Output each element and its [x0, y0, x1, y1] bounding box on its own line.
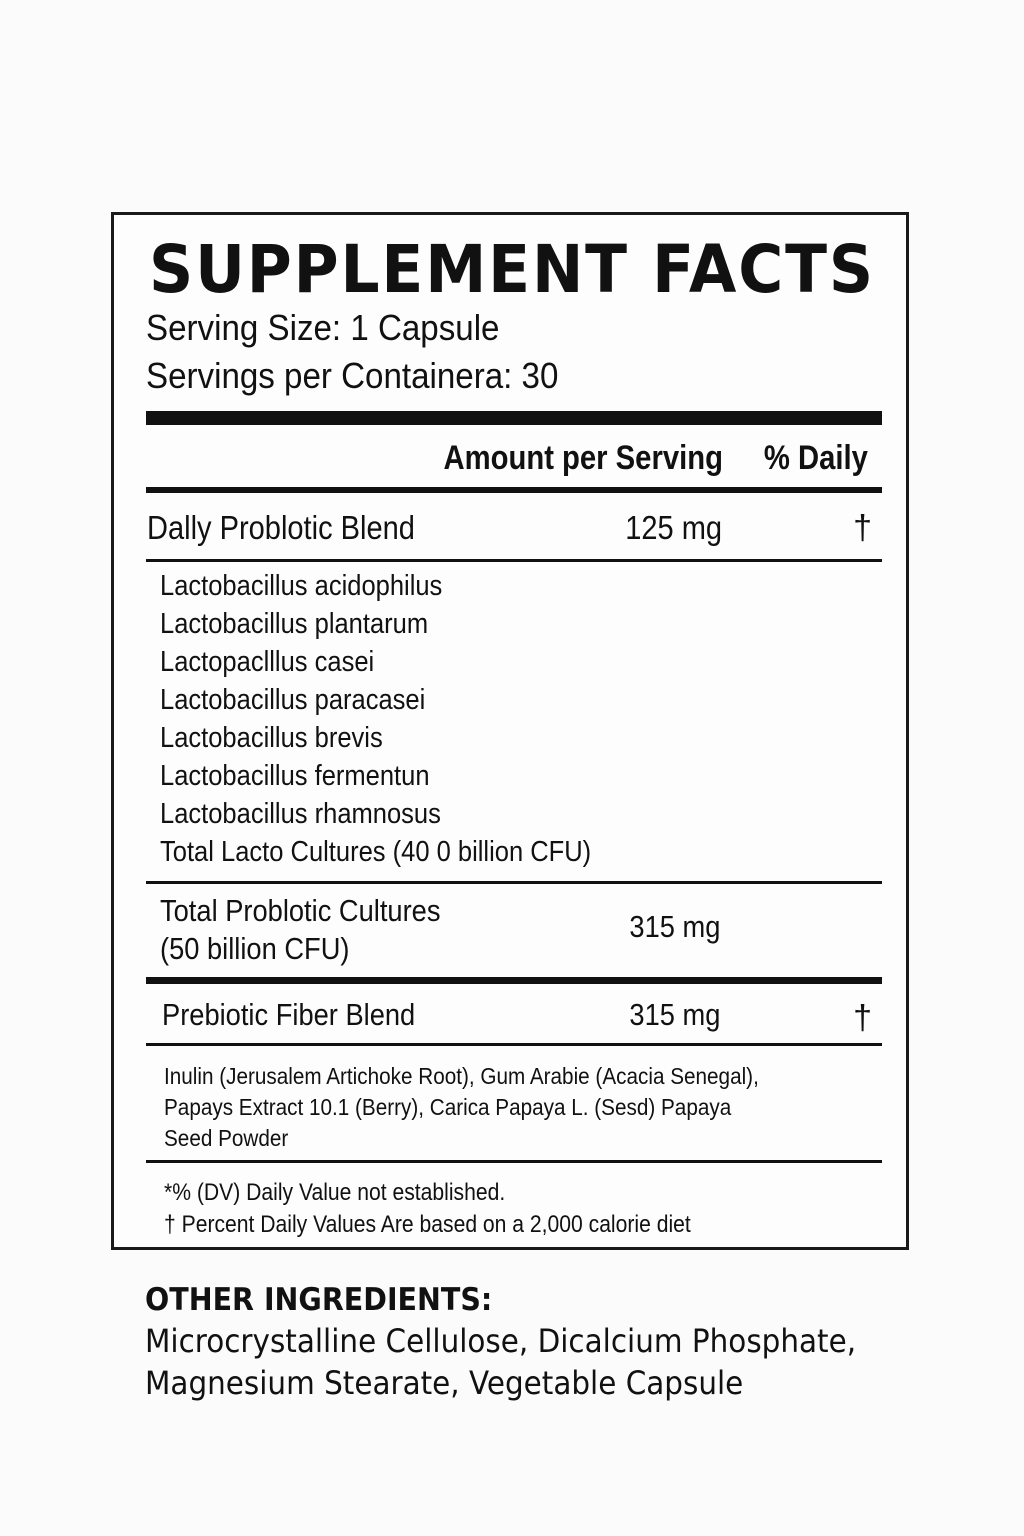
list-item: Lactobacillus plantarum: [160, 608, 429, 640]
list-item: Lactobacillus fermentun: [160, 760, 430, 792]
servings-per-container: Servings per Containera: 30: [146, 355, 559, 396]
divider: [146, 881, 882, 884]
thick-divider: [146, 411, 882, 425]
prebiotic-fiber-blend-dagger: †: [853, 999, 872, 1037]
serving-size: Serving Size: 1 Capsule: [146, 307, 500, 348]
percent-daily-note: † Percent Daily Values Are based on a 2,000 calorie diet: [164, 1211, 691, 1238]
daily-probiotic-blend-dagger: †: [853, 509, 872, 547]
list-item: Lactoрaclllus casei: [160, 646, 375, 678]
prebiotic-fiber-blend-name: Prebiotic Fiber Blend: [162, 997, 416, 1032]
daily-probiotic-blend-amount: 125 mg: [625, 509, 722, 546]
list-item: Lactobacillus acidophilus: [160, 570, 443, 602]
list-item: Lactobacillus paracasei: [160, 684, 426, 716]
header-percent-daily: % Daily: [763, 439, 868, 477]
other-ingredients-text: [145, 1320, 856, 1404]
panel-title: SUPPLEMENT FACTS: [149, 231, 875, 308]
divider: [146, 559, 882, 562]
divider: [146, 977, 882, 984]
daily-value-note: *% (DV) Daily Value not established.: [164, 1179, 506, 1206]
list-item: Lactobacillus rhamnosus: [160, 798, 441, 830]
total-probiotic-name-line2: (50 billion CFU): [160, 931, 350, 966]
prebiotic-fiber-blend-amount: 315 mg: [629, 997, 720, 1032]
divider: [146, 1043, 882, 1046]
total-probiotic-amount: 315 mg: [629, 909, 720, 944]
divider: [146, 487, 882, 493]
supplement-facts-panel: [111, 212, 909, 1250]
header-amount-per-serving: Amount per Serving: [443, 439, 723, 477]
daily-probiotic-blend-name: Dally Problotic Blend: [147, 509, 415, 546]
other-ingredients-line: Magnesium Stearate, Vegetable Capsule: [145, 1364, 744, 1402]
other-ingredients-line: Microcrystalline Cellulose, Dicalcium Phosphate,: [145, 1322, 857, 1360]
fiber-line: Papays Extract 10.1 (Berry), Carica Papaya L. (Sesd) Papaya: [164, 1094, 732, 1120]
fiber-ingredients: [164, 1061, 759, 1154]
fiber-line: Seed Powder: [164, 1125, 289, 1151]
total-probiotic-name-line1: Total Problotic Cultures: [160, 893, 441, 928]
fiber-line: Inulin (Jerusalem Artichoke Root), Gum Arabie (Acacia Senegal),: [164, 1063, 759, 1089]
other-ingredients-heading: OTHER INGREDIENTS:: [145, 1282, 493, 1318]
divider: [146, 1160, 882, 1163]
list-item: Lactobacillus brevis: [160, 722, 383, 754]
lacto-strain-list: [160, 567, 591, 871]
list-item: Total Lacto Cultures (40 0 billion CFU): [160, 836, 592, 868]
